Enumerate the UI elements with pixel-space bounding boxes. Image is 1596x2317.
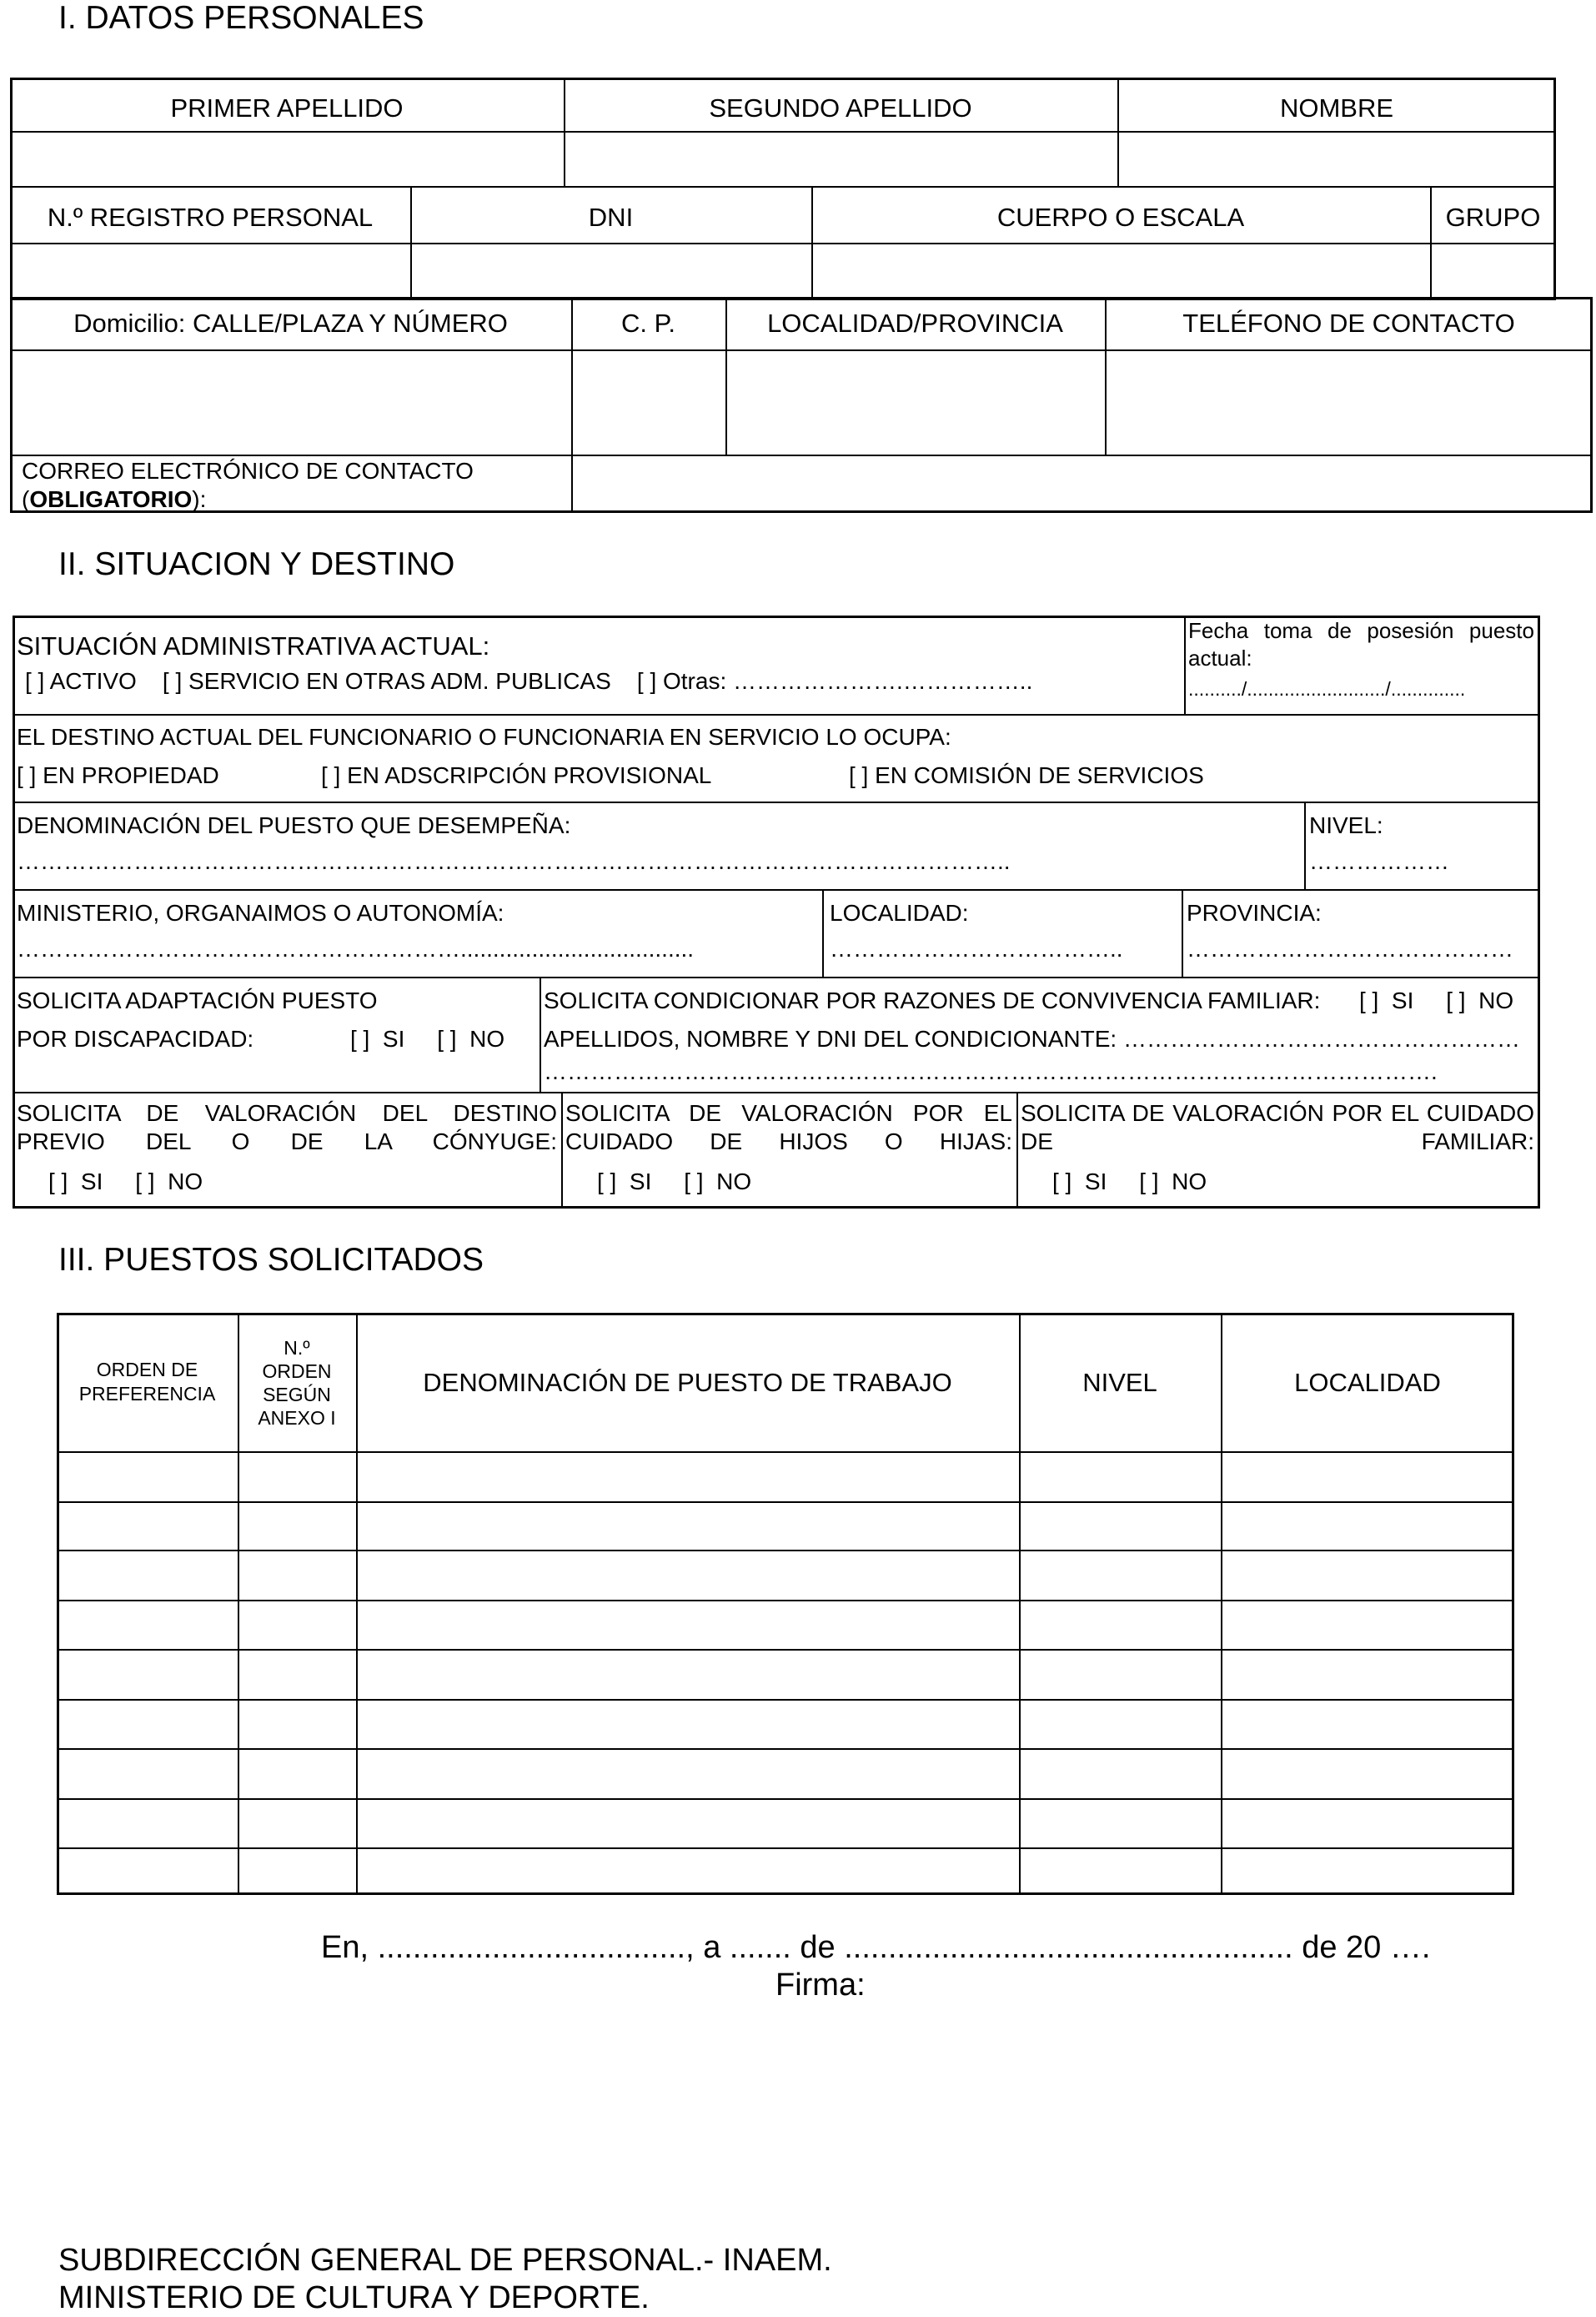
label-correo-line1: CORREO ELECTRÓNICO DE CONTACTO — [22, 458, 474, 484]
label-ministerio: MINISTERIO, ORGANAIMOS O AUTONOMÍA: — [17, 900, 504, 926]
label-nivel: NIVEL: — [1309, 812, 1383, 838]
field-cp[interactable] — [573, 352, 724, 453]
field-dni[interactable] — [412, 245, 810, 299]
label-nombre: NOMBRE — [1279, 93, 1394, 123]
adaptacion-options[interactable]: [ ] SI [ ] NO — [350, 1026, 505, 1052]
col-denominacion-puesto: DENOMINACIÓN DE PUESTO DE TRABAJO — [423, 1368, 952, 1397]
label-por-discapacidad: POR DISCAPACIDAD: — [17, 1026, 254, 1052]
destino-option-adscripcion[interactable]: [ ] EN ADSCRIPCIÓN PROVISIONAL — [321, 762, 712, 788]
label-cuerpo-escala: CUERPO O ESCALA — [996, 203, 1245, 232]
table-row[interactable] — [58, 1503, 1513, 1548]
table-row[interactable] — [58, 1453, 1513, 1500]
field-correo[interactable] — [573, 457, 1591, 511]
correo-close-paren: ): — [192, 485, 207, 512]
field-grupo[interactable] — [1432, 245, 1554, 299]
label-dni: DNI — [588, 203, 634, 232]
col-norden-line3: SEGÚN — [263, 1384, 331, 1406]
situacion-options[interactable]: [ ] ACTIVO [ ] SERVICIO EN OTRAS ADM. PUBLICAS [ ] Otras: ………………….…………….. — [25, 668, 1033, 694]
label-provincia: PROVINCIA: — [1187, 900, 1322, 926]
provincia-dots[interactable]: …………………………………… — [1187, 936, 1513, 962]
valoracion-hijos-options[interactable]: [ ] SI [ ] NO — [597, 1169, 752, 1194]
footer-subdireccion: SUBDIRECCIÓN GENERAL DE PERSONAL.- INAEM. — [58, 2243, 832, 2278]
label-fecha-posesion: Fecha toma de posesión puesto actual: — [1188, 618, 1534, 671]
correo-obligatorio: OBLIGATORIO — [29, 485, 193, 512]
table-row[interactable] — [58, 1551, 1513, 1598]
label-correo-line2 — [22, 485, 474, 514]
table-row[interactable] — [58, 1750, 1513, 1797]
label-segundo-apellido: SEGUNDO APELLIDO — [709, 93, 972, 123]
valoracion-familiar-options[interactable]: [ ] SI [ ] NO — [1052, 1169, 1207, 1194]
section-3-title: III. PUESTOS SOLICITADOS — [58, 1242, 484, 1278]
label-valoracion-conyuge: SOLICITA DE VALORACIÓN DEL DESTINO PREVIO DEL O DE LA CÓNYUGE: — [17, 1100, 557, 1154]
col-n-orden-anexo — [238, 1336, 356, 1430]
valoracion-conyuge-options[interactable]: [ ] SI [ ] NO — [48, 1169, 203, 1194]
firma-label: Firma: — [775, 1968, 866, 2003]
table-row[interactable] — [58, 1849, 1513, 1893]
label-correo — [22, 457, 474, 513]
label-destino-actual: EL DESTINO ACTUAL DEL FUNCIONARIO O FUNCIONARIA EN SERVICIO LO OCUPA: — [17, 724, 951, 750]
section-2-title: II. SITUACION Y DESTINO — [58, 546, 455, 582]
table-row[interactable] — [58, 1601, 1513, 1647]
correo-open-paren: ( — [22, 485, 30, 512]
field-registro-personal[interactable] — [12, 245, 409, 299]
label-registro-personal: N.º REGISTRO PERSONAL — [47, 203, 374, 232]
denominacion-dots[interactable]: ……………………………………………………………………………………………………………….. — [17, 848, 1011, 874]
label-grupo: GRUPO — [1445, 203, 1541, 232]
field-cuerpo-escala[interactable] — [813, 245, 1428, 299]
label-telefono: TELÉFONO DE CONTACTO — [1182, 309, 1515, 338]
col-orden-line1: ORDEN DE — [96, 1359, 198, 1380]
field-telefono[interactable] — [1107, 352, 1591, 453]
place-date-line[interactable]: En, ..................................., a ....... de ................................................... de 20 …. — [321, 1930, 1431, 1965]
col-orden-preferencia — [57, 1358, 238, 1406]
col-norden-line1: N.º — [284, 1337, 310, 1359]
label-valoracion-familiar: SOLICITA DE VALORACIÓN POR EL CUIDADO DE FAMILIAR: — [1021, 1100, 1534, 1154]
table-row[interactable] — [58, 1651, 1513, 1697]
section-1-title: I. DATOS PERSONALES — [58, 0, 424, 36]
nivel-dots[interactable]: ……………… — [1309, 848, 1449, 874]
label-denominacion-puesto: DENOMINACIÓN DEL PUESTO QUE DESEMPEÑA: — [17, 812, 571, 838]
destino-option-propiedad[interactable]: [ ] EN PROPIEDAD — [17, 762, 219, 788]
label-condicionar-convivencia: SOLICITA CONDICIONAR POR RAZONES DE CONVIVENCIA FAMILIAR: — [544, 988, 1321, 1013]
condicionar-options[interactable]: [ ] SI [ ] NO — [1359, 988, 1514, 1013]
label-primer-apellido: PRIMER APELLIDO — [170, 93, 404, 123]
col-nivel: NIVEL — [1082, 1368, 1157, 1397]
destino-option-comision[interactable]: [ ] EN COMISIÓN DE SERVICIOS — [849, 762, 1204, 788]
label-localidad: LOCALIDAD: — [830, 900, 969, 926]
label-situacion-administrativa: SITUACIÓN ADMINISTRATIVA ACTUAL: — [17, 631, 490, 661]
table-row[interactable] — [58, 1800, 1513, 1846]
condicionante-dots[interactable]: ……………………………………………………………………………………………………. — [544, 1058, 1438, 1084]
label-localidad-provincia: LOCALIDAD/PROVINCIA — [767, 309, 1063, 338]
col-orden-line2: PREFERENCIA — [78, 1382, 216, 1405]
label-condicionante[interactable]: APELLIDOS, NOMBRE Y DNI DEL CONDICIONANTE: …………………………………………… — [544, 1026, 1520, 1052]
label-cp: C. P. — [621, 309, 675, 338]
ministerio-dots[interactable]: ………………………………………………….................................... — [17, 936, 695, 962]
label-domicilio: Domicilio: CALLE/PLAZA Y NÚMERO — [73, 309, 508, 338]
field-localidad-provincia[interactable] — [727, 352, 1103, 453]
label-adaptacion-puesto: SOLICITA ADAPTACIÓN PUESTO — [17, 988, 378, 1013]
fecha-posesion-dots[interactable]: ........../........................../.............. — [1188, 678, 1466, 700]
field-primer-apellido[interactable] — [12, 133, 562, 184]
table-row[interactable] — [58, 1701, 1513, 1747]
field-nombre[interactable] — [1119, 133, 1554, 184]
footer-ministerio: MINISTERIO DE CULTURA Y DEPORTE. — [58, 2279, 650, 2315]
label-valoracion-hijos: SOLICITA DE VALORACIÓN POR EL CUIDADO DE HIJOS O HIJAS: — [565, 1100, 1012, 1154]
col-localidad: LOCALIDAD — [1294, 1368, 1441, 1397]
footer — [58, 2242, 832, 2317]
col-norden-line2: ORDEN — [262, 1360, 332, 1383]
field-domicilio[interactable] — [12, 352, 570, 453]
localidad-dots[interactable]: ……………………………….. — [830, 936, 1123, 962]
field-segundo-apellido[interactable] — [565, 133, 1116, 184]
col-norden-line4: ANEXO I — [258, 1407, 336, 1430]
